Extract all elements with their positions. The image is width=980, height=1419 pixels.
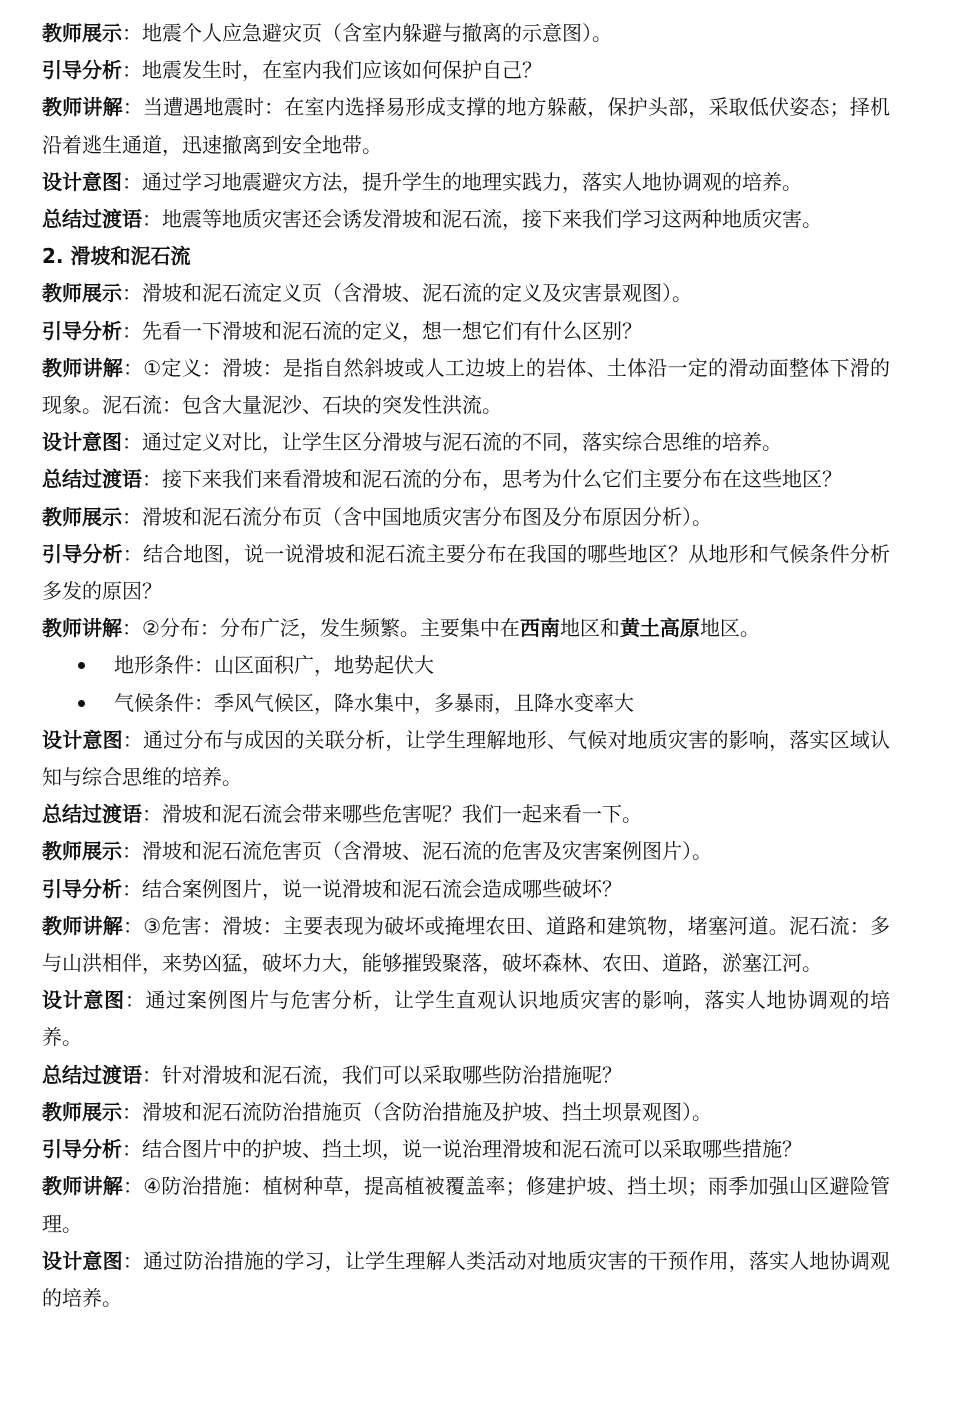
paragraph-text: ：结合地图，说一说滑坡和泥石流主要分布在我国的哪些地区？从地形和气候条件分析多发的原因？ [42, 541, 891, 604]
paragraph-text: ：通过案例图片与危害分析，让学生直观认识地质灾害的影响，落实人地协调观的培养。 [42, 988, 891, 1050]
paragraph-label: 设计意图 [42, 430, 122, 455]
paragraph-text: ：通过分布与成因的关联分析，让学生理解地形、气候对地质灾害的影响，落实区域认知与综合思维的培养。 [42, 727, 891, 790]
region-loess-plateau: 黄土高原 [619, 616, 700, 641]
paragraph-label: 引导分析 [42, 58, 122, 83]
paragraph [42, 350, 890, 424]
paragraph-label: 设计意图 [42, 727, 123, 752]
paragraph [42, 313, 890, 350]
list-item-text: 地形条件：山区面积广，地势起伏大 [114, 653, 434, 678]
paragraph-text: ：①定义：滑坡：是指自然斜坡或人工边坡上的岩体、土体沿一定的滑动面整体下滑的现象。泥石流：包含大量泥沙、石块的突发性洪流。 [42, 355, 890, 418]
paragraph [42, 722, 890, 796]
distribution-mid: 地区和 [559, 616, 620, 641]
distribution-prefix: ：②分布：分布广泛，发生频繁。主要集中在 [122, 616, 520, 641]
paragraph-label: 总结过渡语 [42, 1062, 142, 1087]
paragraph [42, 796, 890, 833]
paragraph [42, 833, 890, 870]
paragraph-text: ：接下来我们来看滑坡和泥石流的分布，思考为什么它们主要分布在这些地区？ [142, 467, 842, 492]
region-southwest: 西南 [519, 616, 560, 641]
paragraph-text: ：滑坡和泥石流会带来哪些危害呢？我们一起来看一下。 [142, 802, 642, 827]
paragraph-label: 教师展示 [42, 839, 122, 864]
paragraph [42, 424, 890, 461]
paragraph-text: ：先看一下滑坡和泥石流的定义，想一想它们有什么区别？ [122, 318, 642, 343]
paragraph-label: 教师展示 [42, 281, 122, 306]
paragraph-text: ：③危害：滑坡：主要表现为破坏或掩埋农田、道路和建筑物，堵塞河道。泥石流：多与山洪相伴，来势凶猛，破坏力大，能够摧毁聚落，破坏森林、农田、道路，淤塞江河。 [42, 913, 890, 976]
paragraph [42, 1243, 890, 1317]
paragraph-label: 总结过渡语 [42, 467, 142, 492]
paragraph-text: ：针对滑坡和泥石流，我们可以采取哪些防治措施呢？ [142, 1062, 622, 1087]
paragraph [42, 1057, 890, 1094]
paragraph [42, 52, 890, 89]
paragraph [42, 164, 890, 201]
paragraph-text: ：滑坡和泥石流防治措施页（含防治措施及护坡、挡土坝景观图）。 [122, 1099, 712, 1124]
paragraph-text: ：地震等地质灾害还会诱发滑坡和泥石流，接下来我们学习这两种地质灾害。 [142, 207, 822, 232]
paragraph-text: ：滑坡和泥石流定义页（含滑坡、泥石流的定义及灾害景观图）。 [122, 281, 692, 306]
paragraph-label: 教师讲解 [42, 1174, 123, 1199]
paragraph-text: ：地震个人应急避灾页（含室内躲避与撤离的示意图）。 [122, 21, 612, 45]
paragraph-text: ：地震发生时，在室内我们应该如何保护自己？ [122, 58, 542, 83]
paragraph-label: 引导分析 [42, 541, 123, 566]
paragraph-text: ：④防治措施：植树种草，提高植被覆盖率；修建护坡、挡土坝；雨季加强山区避险管理。 [42, 1174, 890, 1236]
distribution-suffix: 地区。 [699, 616, 760, 641]
paragraph-label: 教师展示 [42, 21, 122, 45]
paragraph-label: 引导分析 [42, 318, 122, 343]
paragraph-label: 教师讲解 [42, 913, 123, 938]
paragraph [42, 15, 890, 52]
paragraph-text: ：当遭遇地震时：在室内选择易形成支撑的地方躲蔽，保护头部，采取低伏姿态；择机沿着逃生通道，迅速撤离到安全地带。 [42, 95, 891, 157]
paragraph-label: 教师展示 [42, 1099, 122, 1124]
list-item [76, 647, 890, 684]
paragraph [42, 982, 890, 1056]
paragraph [42, 499, 890, 536]
paragraph [42, 908, 890, 982]
paragraph [42, 536, 890, 610]
paragraph-text: ：通过学习地震避灾方法，提升学生的地理实践力，落实人地协调观的培养。 [122, 169, 802, 194]
paragraph-label: 设计意图 [42, 1248, 123, 1273]
paragraph [42, 871, 890, 908]
section-heading: 2. 滑坡和泥石流 [42, 244, 191, 269]
paragraph [42, 89, 890, 163]
paragraph-text: ：滑坡和泥石流分布页（含中国地质灾害分布图及分布原因分析）。 [122, 504, 712, 529]
paragraph-label: 总结过渡语 [42, 802, 142, 827]
paragraph-text: ：结合案例图片，说一说滑坡和泥石流会造成哪些破坏？ [122, 876, 622, 901]
paragraph-label: 教师展示 [42, 504, 122, 529]
paragraph-text: ：通过防治措施的学习，让学生理解人类活动对地质灾害的干预作用，落实人地协调观的培养。 [42, 1248, 891, 1310]
paragraph [42, 1094, 890, 1131]
paragraph-text: ：结合图片中的护坡、挡土坝，说一说治理滑坡和泥石流可以采取哪些措施？ [122, 1137, 802, 1162]
list-item [76, 685, 890, 722]
bullet-icon [78, 662, 85, 669]
paragraph-label: 引导分析 [42, 1137, 122, 1162]
list-item-text: 气候条件：季风气候区，降水集中，多暴雨，且降水变率大 [114, 690, 634, 715]
bullet-icon [78, 700, 85, 707]
paragraph [42, 201, 890, 238]
paragraph-label: 总结过渡语 [42, 207, 142, 232]
paragraph-label: 教师讲解 [42, 355, 123, 380]
paragraph-label: 教师讲解 [42, 616, 122, 641]
paragraph-text: ：通过定义对比，让学生区分滑坡与泥石流的不同，落实综合思维的培养。 [122, 430, 782, 455]
paragraph [42, 275, 890, 312]
paragraph [42, 1168, 890, 1242]
paragraph [42, 461, 890, 498]
paragraph-label: 设计意图 [42, 169, 122, 194]
paragraph [42, 1131, 890, 1168]
distribution-paragraph [42, 610, 890, 647]
paragraph-label: 教师讲解 [42, 95, 123, 120]
paragraph-text: ：滑坡和泥石流危害页（含滑坡、泥石流的危害及灾害案例图片）。 [122, 839, 712, 864]
paragraph-label: 引导分析 [42, 876, 122, 901]
cause-list [42, 647, 890, 721]
paragraph-label: 设计意图 [42, 988, 125, 1013]
